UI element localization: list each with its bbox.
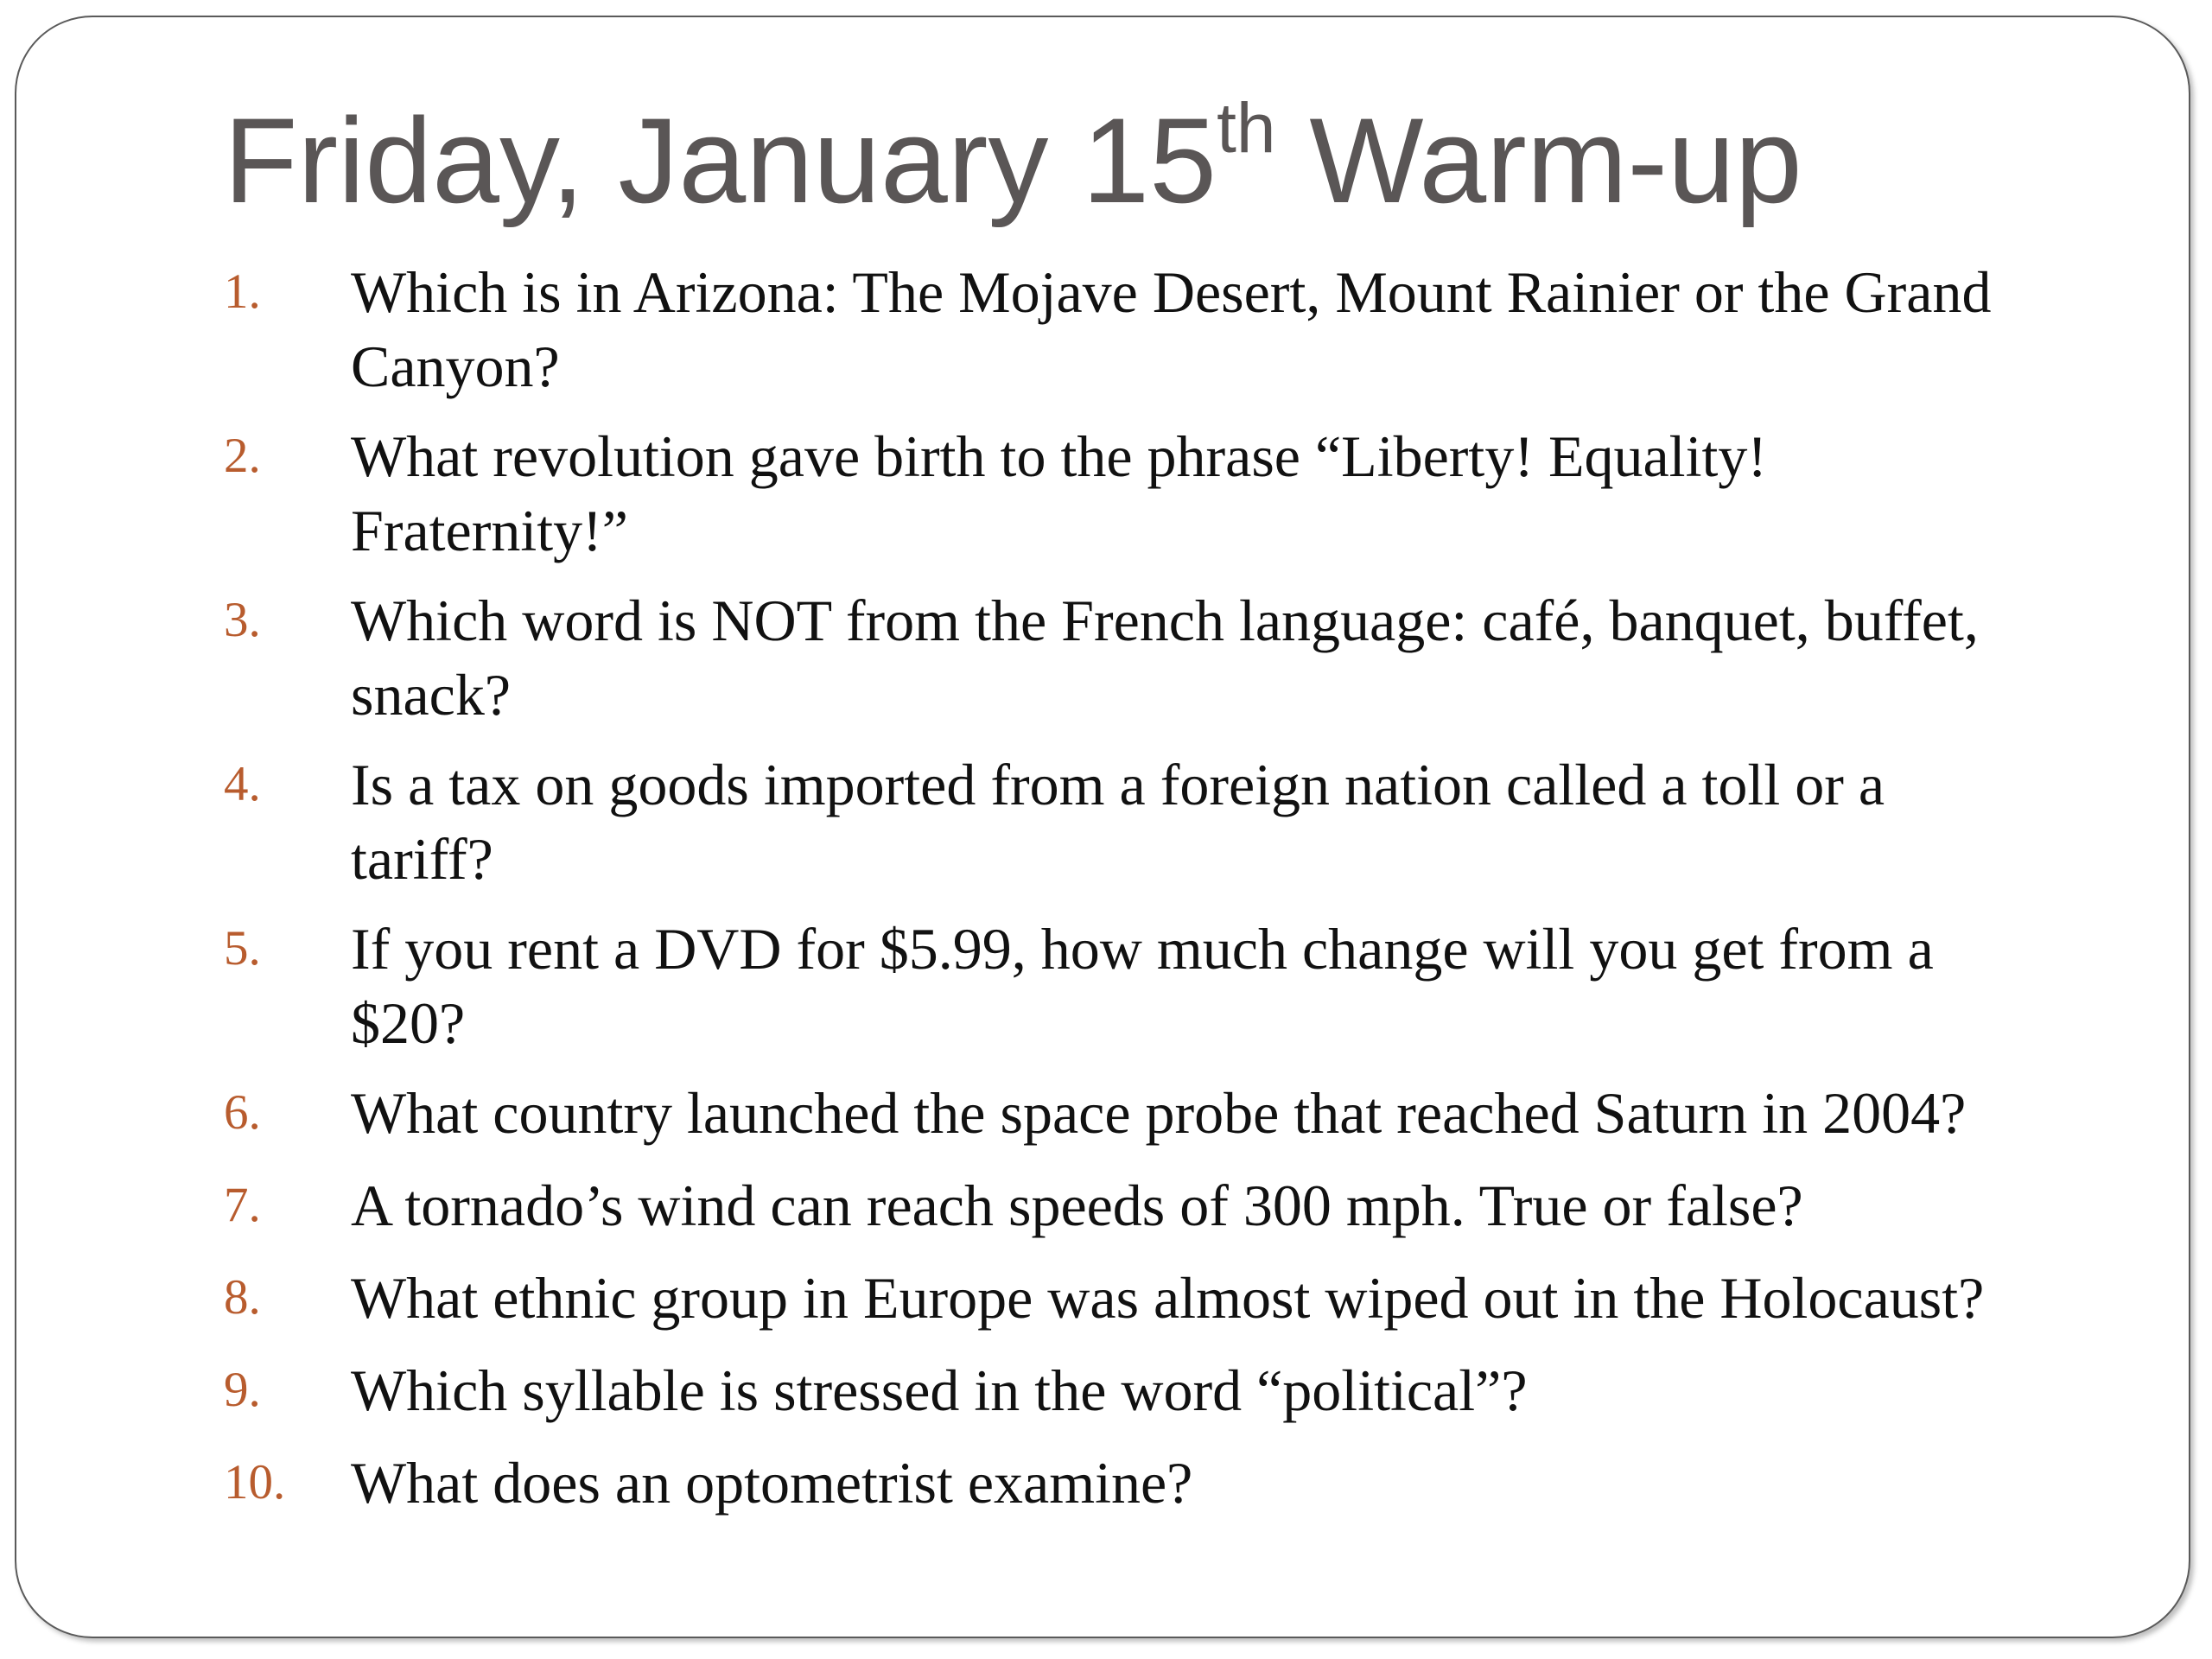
question-number: 2. <box>224 429 261 483</box>
question-item <box>224 747 2082 896</box>
question-item <box>224 255 2082 404</box>
question-number: 3. <box>224 593 261 647</box>
question-item <box>224 419 2082 568</box>
question-item <box>224 912 2082 1060</box>
question-item <box>224 1261 2082 1335</box>
question-text <box>351 419 2088 568</box>
title-main: Friday, January 15 <box>224 92 1217 228</box>
question-text <box>351 1261 2088 1335</box>
question-line: Fraternity!” <box>351 498 628 563</box>
question-line: Is a tax on goods imported from a foreign nation called a toll or a <box>351 752 1885 817</box>
question-item <box>224 1353 2082 1427</box>
question-line: What revolution gave birth to the phrase “Liberty! Equality! <box>351 423 1768 489</box>
slide-frame <box>15 16 2190 1638</box>
question-number: 8. <box>224 1270 261 1325</box>
title-superscript: th <box>1217 89 1276 168</box>
question-text <box>351 255 2088 404</box>
question-line: Which is in Arizona: The Mojave Desert, Mount Rainier or the Grand <box>351 259 1992 325</box>
question-item <box>224 1076 2082 1150</box>
question-number: 4. <box>224 757 261 811</box>
question-number: 1. <box>224 264 261 319</box>
question-text <box>351 1353 2088 1427</box>
question-number: 7. <box>224 1178 261 1232</box>
question-line: Which syllable is stressed in the word “political”? <box>351 1357 1528 1423</box>
question-line: What country launched the space probe that reached Saturn in 2004? <box>351 1080 1967 1146</box>
question-line: Which word is NOT from the French language: café, banquet, buffet, <box>351 588 1979 653</box>
question-line: $20? <box>351 990 466 1056</box>
question-item <box>224 1168 2082 1243</box>
question-number: 10. <box>224 1455 286 1510</box>
question-number: 5. <box>224 921 261 976</box>
question-text <box>351 912 2088 1060</box>
question-text <box>351 1446 2088 1520</box>
question-number: 9. <box>224 1363 261 1417</box>
question-line: Canyon? <box>351 334 560 399</box>
question-line: What ethnic group in Europe was almost wiped out in the Holocaust? <box>351 1265 1985 1331</box>
question-text <box>351 747 2088 896</box>
question-number: 6. <box>224 1085 261 1140</box>
question-line: A tornado’s wind can reach speeds of 300 mph. True or false? <box>351 1173 1803 1238</box>
question-text <box>351 1076 2088 1150</box>
question-text <box>351 583 2088 732</box>
question-item <box>224 1446 2082 1520</box>
question-line: tariff? <box>351 826 493 892</box>
slide-title <box>224 88 1802 233</box>
title-rest: Warm-up <box>1275 92 1802 228</box>
question-item <box>224 583 2082 732</box>
question-line: snack? <box>351 662 512 728</box>
question-text <box>351 1168 2088 1243</box>
question-line: What does an optometrist examine? <box>351 1450 1193 1516</box>
question-line: If you rent a DVD for $5.99, how much change will you get from a <box>351 916 1934 982</box>
